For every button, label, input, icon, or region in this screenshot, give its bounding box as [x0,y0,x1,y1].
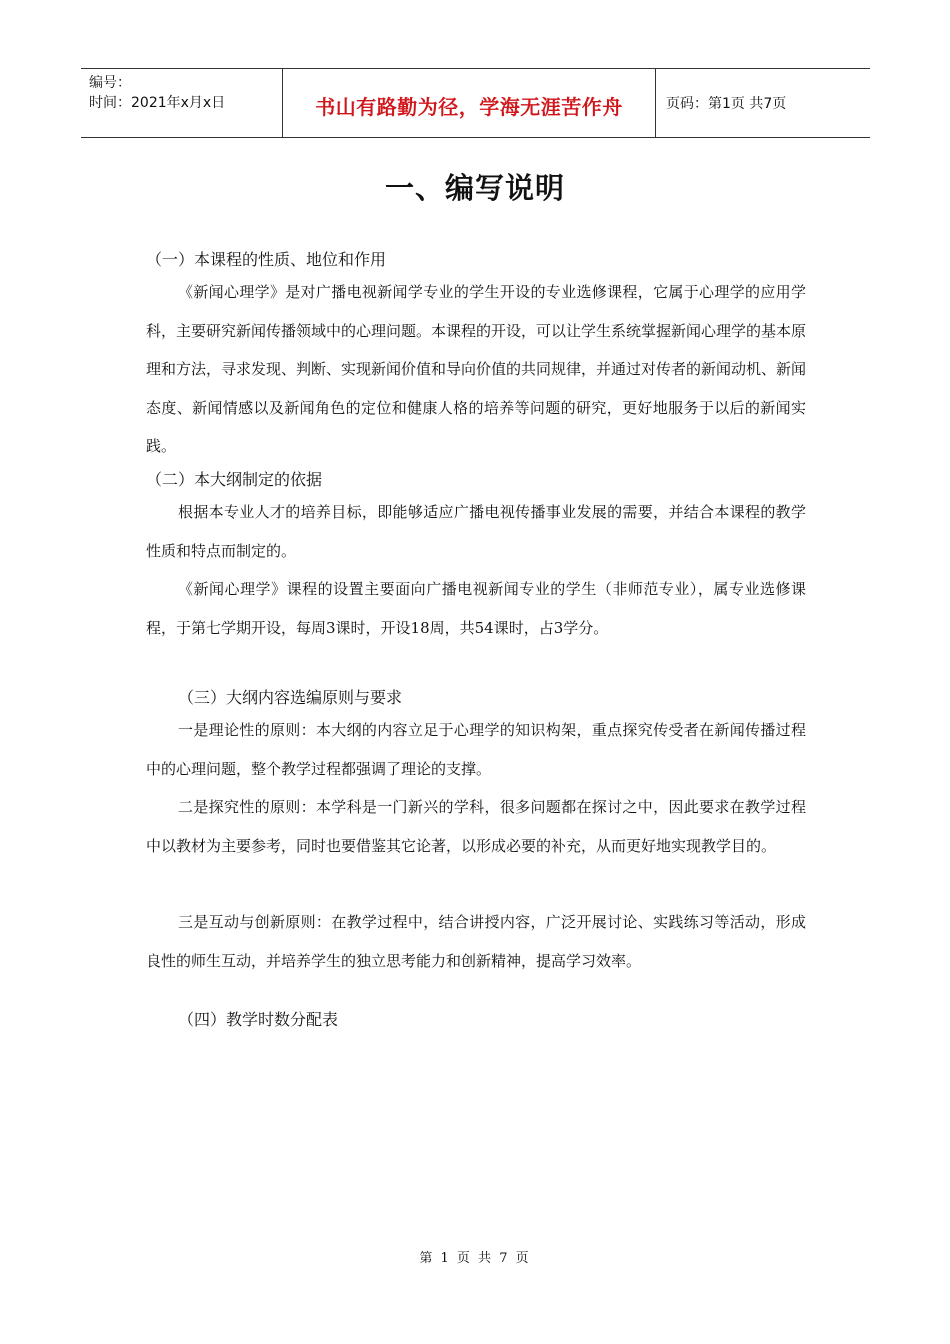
section-heading-3: （三）大纲内容选编原则与要求 [178,688,403,707]
document-number: 编号： [89,75,131,91]
section-heading-4: （四）教学时数分配表 [178,1010,339,1029]
header-meta [81,69,282,137]
paragraph: 三是互动与创新原则：在教学过程中，结合讲授内容，广泛开展讨论、实践练习等活动，形成良性的师生互动，并培养学生的独立思考能力和创新精神，提高学习效率。 [146,913,806,970]
header-motto-cell [282,69,656,137]
section-heading-1: （一）本课程的性质、地位和作用 [146,250,387,269]
paragraph: 《新闻心理学》课程的设置主要面向广播电视新闻专业的学生（非师范专业），属专业选修课程，于第七学期开设，每周3课时，开设18周，共54课时，占3学分。 [146,580,806,637]
document-date: 时间：2021年x月x日 [89,95,226,111]
header-motto: 书山有路勤为径，学海无涯苦作舟 [315,94,623,119]
paragraph: 一是理论性的原则：本大纲的内容立足于心理学的知识构架，重点探究传受者在新闻传播过程中的心理问题，整个教学过程都强调了理论的支撑。 [146,721,806,778]
paragraph: 根据本专业人才的培养目标，即能够适应广播电视传播事业发展的需要，并结合本课程的教学性质和特点而制定的。 [146,503,806,560]
page-footer: 第 1 页 共 7 页 [419,1251,531,1266]
document-header [81,68,870,138]
page-title: 一、编写说明 [384,171,565,205]
section-heading-2: （二）本大纲制定的依据 [146,470,323,489]
paragraph: 二是探究性的原则：本学科是一门新兴的学科，很多问题都在探讨之中，因此要求在教学过程中以教材为主要参考，同时也要借鉴其它论著，以形成必要的补充，从而更好地实现教学目的。 [146,798,806,855]
header-page-info: 页码：第1页 共7页 [666,96,787,112]
paragraph: 《新闻心理学》是对广播电视新闻学专业的学生开设的专业选修课程，它属于心理学的应用学科，主要研究新闻传播领域中的心理问题。本课程的开设，可以让学生系统掌握新闻心理学的基本原理和方法，寻求发现、判断、实现新闻价值和导向价值的共同规律，并通过对传者的新闻动机、新闻态度、新闻情感以及新闻角色的定位和健康人格的培养等问题的研究，更好地服务于以后的新闻实践。 [146,283,807,455]
